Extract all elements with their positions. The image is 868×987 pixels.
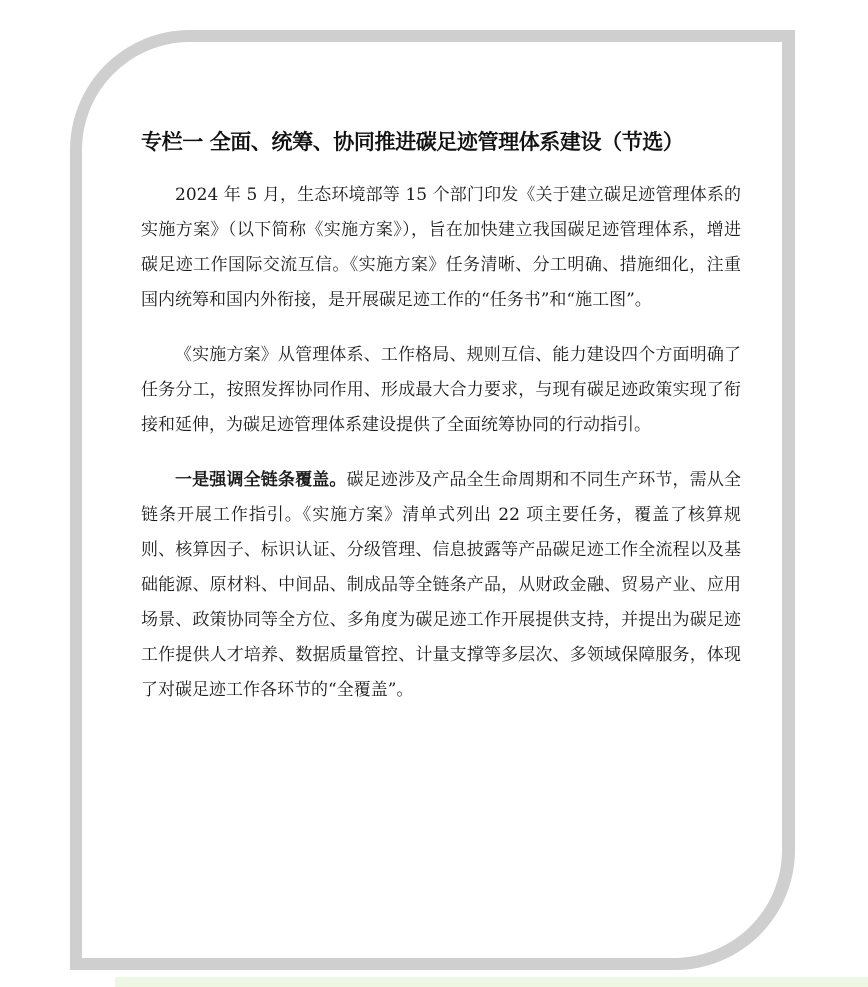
bottom-strip xyxy=(115,977,868,987)
paragraph-3 xyxy=(141,463,741,708)
article-title: 专栏一 全面、统筹、协同推进碳足迹管理体系建设（节选） xyxy=(141,130,684,154)
paragraph-1-text: 2024 年 5 月，生态环境部等 15 个部门印发《关于建立碳足迹管理体系的实施方案》（以下简称《实施方案》），旨在加快建立我国碳足迹管理体系，增进碳足迹工作国际交流互信。《实施方案》任务清晰、分工明确、措施细化，注重国内统筹和国内外衔接，是开展碳足迹工作的“任务书”和“施工图”。 xyxy=(141,185,741,310)
paragraph-3-text: 碳足迹涉及产品全生命周期和不同生产环节，需从全链条开展工作指引。《实施方案》清单式列出 22 项主要任务，覆盖了核算规则、核算因子、标识认证、分级管理、信息披露等产品碳足迹工作全流程以及基础能源、原材料、中间品、制成品等全链条产品，从财政金融、贸易产业、应用场景、政策协同等全方位、多角度为碳足迹工作开展提供支持，并提出为碳足迹工作提供人才培养、数据质量管控、计量支撑等多层次、多领域保障服务，体现了对碳足迹工作各环节的“全覆盖”。 xyxy=(141,470,741,700)
article-content xyxy=(141,124,741,728)
paragraph-1 xyxy=(141,178,741,318)
paragraph-2 xyxy=(141,338,741,443)
paragraph-3-lead: 一是强调全链条覆盖。 xyxy=(175,470,347,490)
paragraph-2-text: 《实施方案》从管理体系、工作格局、规则互信、能力建设四个方面明确了任务分工，按照发挥协同作用、形成最大合力要求，与现有碳足迹政策实现了衔接和延伸，为碳足迹管理体系建设提供了全面统筹协同的行动指引。 xyxy=(141,345,741,435)
